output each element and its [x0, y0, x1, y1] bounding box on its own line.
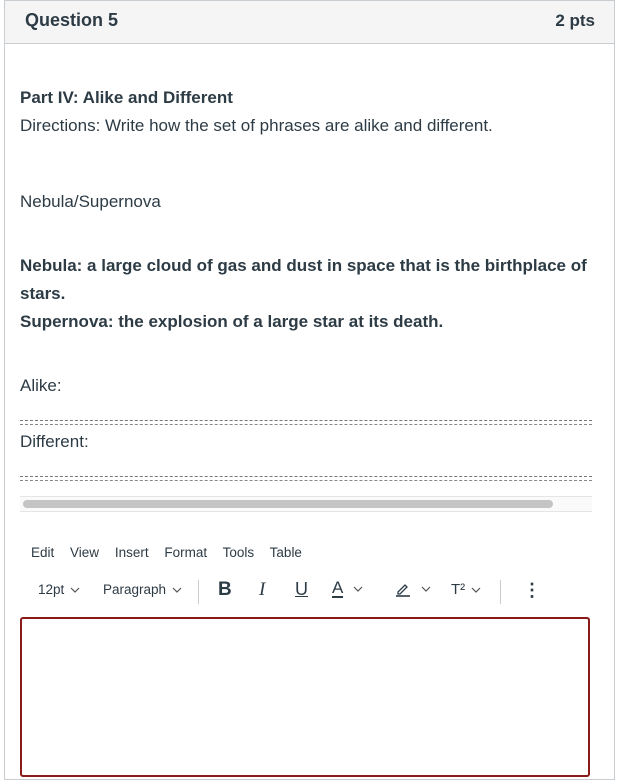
scrollbar-thumb[interactable] — [23, 500, 553, 508]
menu-edit[interactable]: Edit — [31, 545, 55, 560]
more-vertical-icon: ⋮ — [523, 580, 541, 600]
italic-button[interactable] — [259, 579, 265, 601]
different-label: Different: — [20, 432, 89, 451]
alike-answer-line-2 — [20, 424, 592, 425]
toolbar-separator — [198, 580, 199, 604]
horizontal-scrollbar[interactable] — [20, 496, 592, 512]
question-title: Question 5 — [25, 10, 119, 30]
menu-insert[interactable]: Insert — [114, 545, 149, 560]
question-points: 2 pts — [555, 11, 595, 30]
menu-tools[interactable]: Tools — [222, 545, 255, 560]
different-answer-line-2 — [20, 480, 592, 481]
question-header — [5, 1, 614, 44]
toolbar-separator — [500, 580, 501, 604]
underline-icon: U — [295, 579, 308, 599]
rich-text-editor-area[interactable] — [20, 617, 590, 777]
chevron-down-icon — [70, 587, 80, 593]
block-format-dropdown[interactable] — [103, 582, 182, 597]
italic-icon: I — [259, 579, 266, 600]
font-size-dropdown[interactable] — [38, 582, 80, 597]
underline-button[interactable] — [295, 579, 308, 600]
font-size-value: 12pt — [38, 582, 65, 597]
definition-line-1: Nebula: a large cloud of gas and dust in space that is the birthplace of — [20, 256, 587, 275]
chevron-down-icon — [421, 586, 431, 592]
phrase-pair: Nebula/Supernova — [20, 192, 161, 211]
editor-toolbar — [33, 578, 603, 606]
menu-table[interactable]: Table — [269, 545, 302, 560]
editor-menubar — [31, 545, 314, 560]
superscript-button[interactable] — [451, 581, 481, 598]
chevron-down-icon — [471, 587, 481, 593]
superscript-icon: T² — [451, 581, 466, 598]
chevron-down-icon — [353, 586, 363, 592]
bold-button[interactable] — [218, 579, 232, 601]
directions-text: Directions: Write how the set of phrases are alike and different. — [20, 116, 493, 135]
block-format-value: Paragraph — [103, 582, 167, 597]
highlighter-icon — [395, 581, 411, 597]
highlight-color-button[interactable] — [395, 581, 431, 597]
part-title: Part IV: Alike and Different — [20, 88, 233, 107]
alike-answer-line — [20, 420, 592, 421]
definition-line-3: Supernova: the explosion of a large star at its death. — [20, 312, 444, 331]
definition-line-2: stars. — [20, 284, 66, 303]
menu-format[interactable]: Format — [164, 545, 208, 560]
different-answer-line — [20, 476, 592, 477]
alike-label: Alike: — [20, 376, 62, 395]
chevron-down-icon — [172, 587, 182, 593]
more-options-button[interactable] — [523, 580, 541, 601]
menu-view[interactable]: View — [70, 545, 100, 560]
text-color-icon: A — [332, 578, 344, 597]
bold-icon: B — [218, 579, 232, 600]
text-color-button[interactable] — [332, 579, 363, 598]
